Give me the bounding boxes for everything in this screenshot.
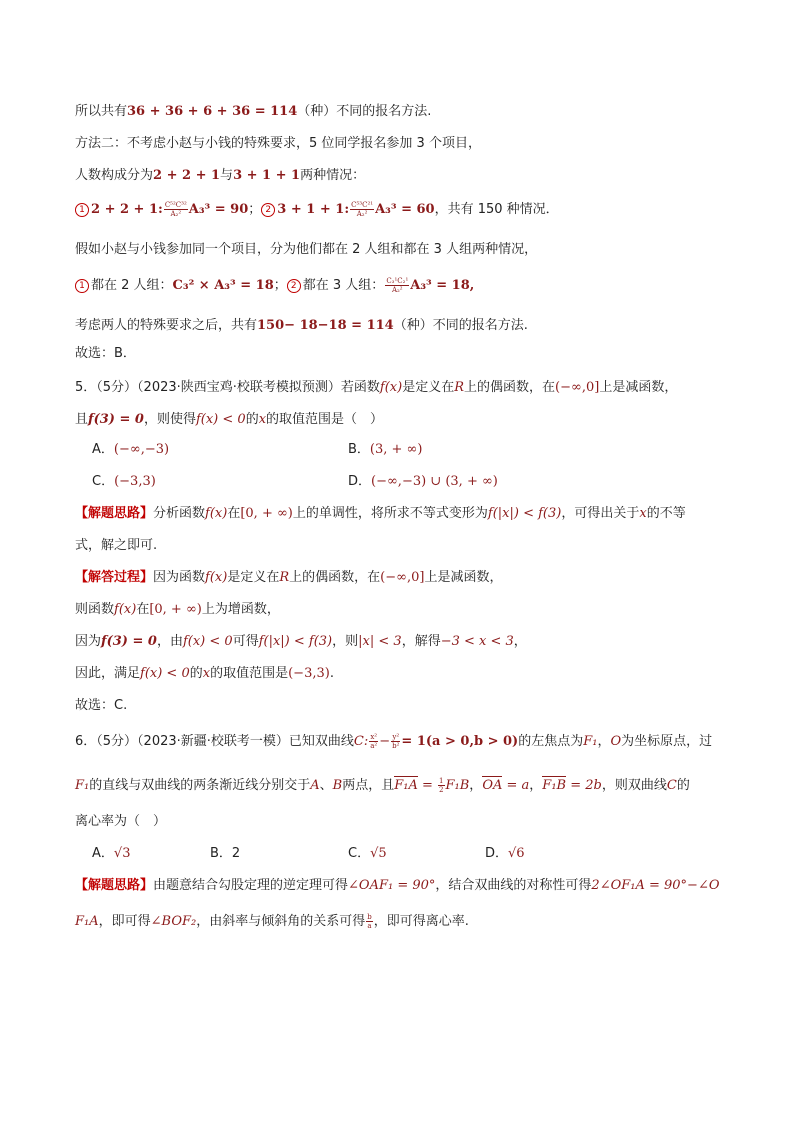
text: 可得 bbox=[232, 634, 259, 649]
option-value: 2 bbox=[231, 846, 241, 861]
text: 两点，且 bbox=[342, 778, 395, 793]
text: 在 bbox=[136, 602, 150, 617]
text: （种）不同的报名方法. bbox=[393, 318, 528, 333]
equation: A₃³ = 18, bbox=[410, 278, 475, 293]
fraction bbox=[391, 733, 400, 750]
math: = bbox=[417, 778, 438, 793]
text: 因为函数 bbox=[153, 570, 206, 585]
math: F₁ bbox=[583, 734, 598, 749]
text: ，由斜率与倾斜角的关系可得 bbox=[196, 914, 366, 929]
text: 由题意结合勾股定理的逆定理可得 bbox=[153, 878, 349, 893]
option-value: √5 bbox=[370, 846, 387, 861]
option-label: B． bbox=[210, 846, 232, 861]
math: R bbox=[454, 380, 465, 395]
math: [0, + ∞) bbox=[240, 506, 293, 521]
text: 是定义在 bbox=[402, 380, 455, 395]
text: ； bbox=[248, 202, 262, 217]
math: F₁B bbox=[445, 778, 470, 793]
question-5-line-1 bbox=[75, 379, 677, 397]
option-value: √3 bbox=[113, 846, 131, 861]
math: (−3,3) bbox=[288, 666, 330, 681]
fraction-numerator: C⁵³C²¹ bbox=[351, 201, 374, 209]
text: ， bbox=[529, 778, 543, 793]
text: 假如小赵与小钱参加同一个项目，分为他们都在 2 人组和都在 3 人组两种情况， bbox=[75, 242, 538, 257]
text: 因为 bbox=[75, 634, 102, 649]
text: ，则使得 bbox=[143, 412, 196, 427]
option-value: (−∞,−3) ∪ (3, + ∞) bbox=[371, 474, 498, 489]
text: 两种情况： bbox=[300, 168, 366, 183]
math: F₁ bbox=[75, 778, 90, 793]
answer-text: 故选：B． bbox=[75, 346, 136, 361]
solution-5-process bbox=[75, 569, 502, 587]
text: ，由 bbox=[156, 634, 183, 649]
circled-number: 1 bbox=[75, 203, 89, 217]
equation: A₃³ = 90 bbox=[188, 202, 249, 217]
equation: 2 + 2 + 1 bbox=[153, 168, 221, 183]
text: 与 bbox=[220, 168, 234, 183]
fraction-denominator: a² bbox=[370, 742, 378, 750]
text: ，即可得 bbox=[98, 914, 151, 929]
math: A bbox=[310, 778, 320, 793]
text: ， bbox=[513, 634, 527, 649]
fraction-denominator: a bbox=[367, 922, 372, 930]
math: 2∠OF₁A = 90°−∠O bbox=[591, 878, 720, 893]
text: 的取值范围是（ ） bbox=[266, 412, 384, 427]
line-case-counts bbox=[75, 201, 559, 219]
line-answer-b bbox=[75, 345, 136, 363]
option-label: D． bbox=[348, 474, 372, 489]
section-tag: 【解题思路】 bbox=[75, 506, 154, 521]
option-b[interactable] bbox=[210, 845, 240, 863]
math: C: bbox=[353, 734, 369, 749]
equation: 2 + 2 + 1: bbox=[91, 202, 163, 217]
solution-5-step-2 bbox=[75, 601, 280, 619]
option-label: C． bbox=[348, 846, 371, 861]
math: ∠OAF₁ = 90° bbox=[348, 878, 436, 893]
line-composition bbox=[75, 167, 365, 185]
equation: 36 + 36 + 6 + 36 = 114 bbox=[127, 104, 298, 119]
math: O bbox=[610, 734, 622, 749]
text: 在 bbox=[227, 506, 241, 521]
fraction-denominator: A₂² bbox=[170, 210, 182, 218]
solution-5-step-4 bbox=[75, 665, 334, 683]
math: f(x) bbox=[114, 602, 137, 617]
fraction bbox=[438, 777, 444, 794]
question-6-line-1 bbox=[75, 733, 712, 751]
option-d[interactable] bbox=[348, 473, 498, 491]
solution-6-idea bbox=[75, 877, 720, 895]
math: x bbox=[258, 412, 267, 427]
vector: F₁B bbox=[542, 778, 567, 793]
circled-number: 1 bbox=[75, 279, 89, 293]
vector: OA bbox=[482, 778, 503, 793]
solution-5-idea bbox=[75, 505, 686, 523]
text: 的左焦点为 bbox=[518, 734, 584, 749]
math: −3 < x < 3 bbox=[440, 634, 514, 649]
option-label: C． bbox=[92, 474, 115, 489]
line-total-count bbox=[75, 103, 431, 121]
line-same-project bbox=[75, 241, 537, 259]
text: ； bbox=[273, 278, 287, 293]
equation: C₃² × A₃³ = 18 bbox=[172, 278, 274, 293]
text: 且 bbox=[75, 412, 89, 427]
text: 的 bbox=[245, 412, 259, 427]
option-label: B． bbox=[348, 442, 370, 457]
text: ，则双曲线 bbox=[601, 778, 667, 793]
fraction bbox=[385, 277, 409, 294]
text: 离心率为（ ） bbox=[75, 814, 167, 829]
text: 上的单调性，将所求不等式变形为 bbox=[292, 506, 488, 521]
text: 的 bbox=[189, 666, 203, 681]
equation: A₃³ = 60 bbox=[375, 202, 435, 217]
fraction bbox=[369, 733, 378, 750]
math: f(|x|) < f(3) bbox=[487, 506, 562, 521]
math: f(x) < 0 bbox=[195, 412, 246, 427]
text: 所以共有 bbox=[75, 104, 128, 119]
text: ，即可得离心率. bbox=[373, 914, 469, 929]
line-method-two bbox=[75, 135, 481, 153]
text: 上的偶函数，在 bbox=[464, 380, 556, 395]
text: 式，解之即可. bbox=[75, 538, 158, 553]
text: ，解得 bbox=[401, 634, 441, 649]
text: 的取值范围是 bbox=[210, 666, 289, 681]
question-5-line-2 bbox=[75, 411, 383, 429]
fraction bbox=[164, 201, 188, 218]
option-value: (−∞,−3) bbox=[113, 442, 170, 457]
option-b[interactable] bbox=[348, 441, 422, 459]
math: f(x) bbox=[205, 506, 228, 521]
math: = a bbox=[502, 778, 530, 793]
vector: F₁A bbox=[394, 778, 418, 793]
solution-5-answer bbox=[75, 697, 127, 715]
line-group-cases bbox=[75, 277, 474, 295]
text: 方法二：不考虑小赵与小钱的特殊要求，5 位同学报名参加 3 个项目， bbox=[75, 136, 481, 151]
text: 人数构成分为 bbox=[75, 168, 154, 183]
math: x bbox=[639, 506, 647, 521]
math: f(3) = 0 bbox=[101, 634, 157, 649]
text: 的直线与双曲线的两条渐近线分别交于 bbox=[89, 778, 311, 793]
circled-number: 2 bbox=[261, 203, 275, 217]
option-d[interactable] bbox=[485, 845, 525, 863]
circled-number: 2 bbox=[287, 279, 301, 293]
fraction bbox=[366, 913, 372, 930]
math: ∠BOF₂ bbox=[150, 914, 197, 929]
text: 上为增函数， bbox=[201, 602, 280, 617]
text: 都在 2 人组： bbox=[91, 278, 173, 293]
option-value: (−3,3) bbox=[114, 474, 156, 489]
fraction-numerator: C₃¹C₂¹ bbox=[386, 277, 409, 285]
question-header: 5．（5分）（2023·陕西宝鸡·校联考模拟预测）若函数 bbox=[75, 380, 380, 395]
text: 因此，满足 bbox=[75, 666, 141, 681]
math: R bbox=[279, 570, 290, 585]
fraction bbox=[350, 201, 374, 218]
text: ，共有 150 种情况． bbox=[434, 202, 559, 217]
option-value: √6 bbox=[508, 846, 525, 861]
math: (−∞,0] bbox=[380, 570, 425, 585]
text: 的不等 bbox=[646, 506, 686, 521]
text: 是定义在 bbox=[227, 570, 280, 585]
math: [0, + ∞) bbox=[149, 602, 202, 617]
text: 都在 3 人组： bbox=[302, 278, 385, 293]
section-tag: 【解答过程】 bbox=[75, 570, 154, 585]
text: 、 bbox=[319, 778, 333, 793]
math: |x| < 3 bbox=[358, 634, 402, 649]
option-c[interactable] bbox=[92, 473, 156, 491]
math: F₁A bbox=[75, 914, 99, 929]
text: 分析函数 bbox=[153, 506, 206, 521]
text: 的 bbox=[676, 778, 690, 793]
math: f(|x|) < f(3) bbox=[258, 634, 333, 649]
text: 上是减函数， bbox=[424, 570, 503, 585]
equation: 3 + 1 + 1: bbox=[277, 202, 350, 217]
option-a[interactable] bbox=[92, 441, 169, 459]
math: f(x) bbox=[379, 380, 403, 395]
text: ，可得出关于 bbox=[561, 506, 640, 521]
question-6-line-3 bbox=[75, 813, 166, 831]
option-a[interactable] bbox=[92, 845, 130, 863]
answer-text: 故选：C. bbox=[75, 698, 128, 713]
math: x bbox=[202, 666, 211, 681]
text: （种）不同的报名方法. bbox=[297, 104, 432, 119]
fraction-numerator: 1 bbox=[439, 777, 444, 785]
equation: 3 + 1 + 1 bbox=[233, 168, 301, 183]
text: ，结合双曲线的对称性可得 bbox=[435, 878, 592, 893]
solution-5-idea-cont bbox=[75, 537, 157, 555]
math: (−∞,0] bbox=[555, 380, 600, 395]
fraction-denominator: A₂² bbox=[391, 286, 403, 294]
math: B bbox=[332, 778, 343, 793]
math: C bbox=[666, 778, 677, 793]
fraction-numerator: b bbox=[367, 913, 372, 921]
math: = 2b bbox=[566, 778, 602, 793]
option-c[interactable] bbox=[348, 845, 387, 863]
option-value: (3, + ∞) bbox=[369, 442, 423, 457]
text: 考虑两人的特殊要求之后，共有 bbox=[75, 318, 258, 333]
text: 上是减函数， bbox=[599, 380, 678, 395]
question-6-line-2 bbox=[75, 777, 690, 795]
text: ，则 bbox=[332, 634, 359, 649]
fraction-numerator: x² bbox=[370, 733, 378, 741]
math: f(x) < 0 bbox=[182, 634, 233, 649]
text: ， bbox=[469, 778, 483, 793]
fraction-numerator: y² bbox=[392, 733, 400, 741]
fraction-denominator: A₂² bbox=[356, 210, 368, 218]
math: = 1(a > 0,b > 0) bbox=[401, 734, 519, 749]
text: 上的偶函数，在 bbox=[289, 570, 381, 585]
math: − bbox=[379, 734, 391, 749]
text: . bbox=[329, 666, 334, 681]
question-header: 6．（5分）（2023·新疆·校联考一模）已知双曲线 bbox=[75, 734, 354, 749]
math: f(x) < 0 bbox=[140, 666, 190, 681]
solution-6-idea-cont bbox=[75, 913, 469, 931]
section-tag: 【解题思路】 bbox=[75, 878, 154, 893]
option-label: D． bbox=[485, 846, 509, 861]
line-final-count bbox=[75, 317, 528, 335]
option-label: A． bbox=[92, 442, 114, 457]
math: f(x) bbox=[205, 570, 228, 585]
fraction-denominator: 2 bbox=[439, 786, 444, 794]
fraction-denominator: b² bbox=[392, 742, 400, 750]
math: f(3) = 0 bbox=[88, 412, 144, 427]
option-label: A． bbox=[92, 846, 114, 861]
equation: 150− 18−18 = 114 bbox=[257, 318, 394, 333]
text: 则函数 bbox=[75, 602, 115, 617]
text: ， bbox=[597, 734, 611, 749]
solution-5-step-3 bbox=[75, 633, 527, 651]
fraction-numerator: C⁵²C³² bbox=[164, 201, 187, 209]
text: 为坐标原点，过 bbox=[621, 734, 713, 749]
